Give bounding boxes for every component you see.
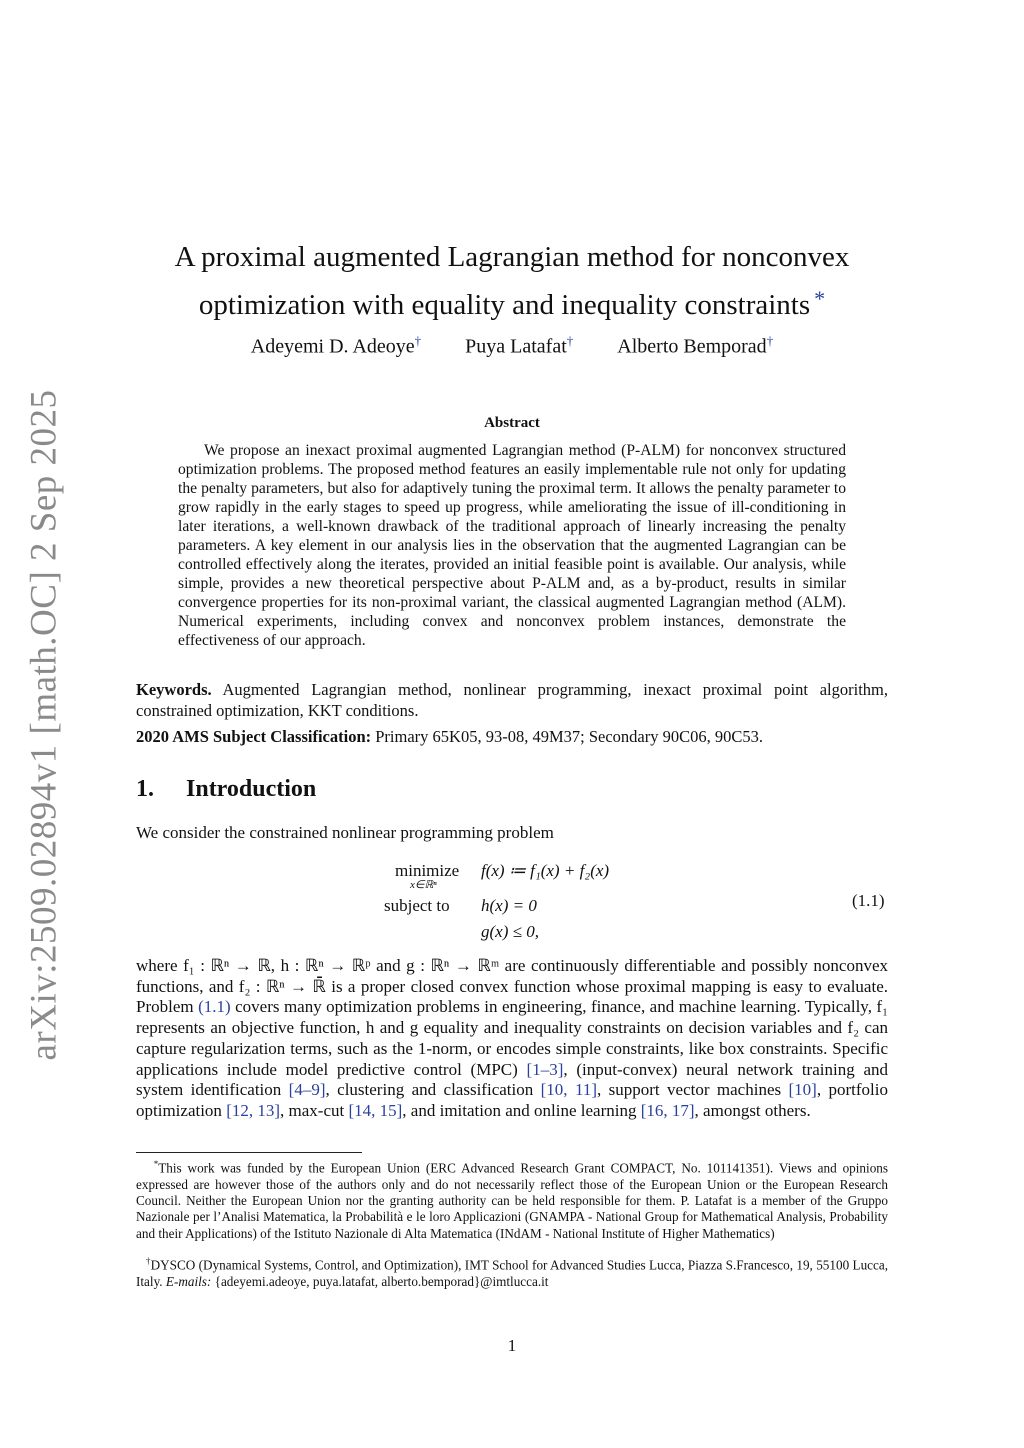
citation-link[interactable]: [10, 11] [540,1080,597,1100]
footnote-mark: * [153,1159,159,1169]
title-line-2: optimization with equality and inequality constraints [198,289,811,321]
footnote-affiliation: †DYSCO (Dynamical Systems, Control, and Optimization), IMT School for Advanced Studies Lucca, Piazza S.Francesco, 19, 55100 Lucca, Italy. E-mails: {adeyemi.adeoye, puya.latafat, alberto.bemporad}@imtlucca.it [136,1256,889,1289]
abstract-heading: Abstract [484,415,540,431]
equation-equality-constraint: h(x) = 0 [481,896,537,915]
section-heading [136,776,316,803]
keywords [136,679,888,721]
email-addresses: {adeyemi.adeoye, puya.latafat, alberto.bemporad}@imtlucca.it [211,1273,549,1289]
email-label: E-mails: [165,1273,212,1289]
author: Puya Latafat† [465,333,574,358]
author: Adeyemi D. Adeoye† [250,333,422,358]
ams-classification [136,727,888,747]
section-number: 1. [136,776,154,802]
keywords-text: Augmented Lagrangian method, nonlinear programming, inexact proximal point algorithm, constrained optimization, KKT conditions. [136,680,888,720]
ams-label: 2020 AMS Subject Classification: [136,727,372,746]
citation-link[interactable]: [1–3] [526,1059,564,1079]
arxiv-stamp: arXiv:2509.02894v1 [math.OC] 2 Sep 2025 [23,389,65,1061]
author-affiliation-mark[interactable]: † [414,333,422,348]
citation-link[interactable]: [4–9] [288,1080,326,1100]
author: Alberto Bemporad† [617,333,774,358]
footnote-mark: † [146,1256,151,1266]
ams-text: Primary 65K05, 93-08, 49M37; Secondary 90C06, 90C53. [375,727,763,746]
citation-link[interactable]: [16, 17] [640,1100,695,1120]
intro-sentence: We consider the constrained nonlinear programming problem [136,823,554,842]
citation-link[interactable]: [10] [788,1080,817,1100]
equation-inequality-constraint: g(x) ≤ 0, [481,922,539,941]
author-affiliation-mark[interactable]: † [566,333,574,348]
keywords-label: Keywords. [136,680,212,699]
author-list [0,333,1024,359]
citation-link[interactable]: [12, 13] [226,1100,281,1120]
abstract-text: We propose an inexact proximal augmented Lagrangian method (P-ALM) for nonconvex structured optimization problems. The proposed method features an easily implementable rule not only for updating the penalty parameters, but also for adaptively tuning the proximal term. It allows the penalty parameter to grow rapidly in the early stages to speed up progress, while ameliorating the issue of ill-conditioning in later iterations, a well-known drawback of the traditional approach of linearly increasing the penalty parameters. A key element in our analysis lies in the observation that the augmented Lagrangian can be controlled effectively along the iterates, provided an initial feasible point is available. Our analysis, while simple, provides a new theoretical perspective about P-ALM and, as a by-product, results in similar convergence properties for its non-proximal variant, the classical augmented Lagrangian method (ALM). Numerical experiments, including convex and nonconvex problem instances, demonstrate the effectiveness of our approach. [178,442,846,649]
equation-reference-link[interactable]: (1.1) [198,997,231,1017]
title-footnote-mark[interactable]: * [814,286,826,311]
equation-minimize-label: minimize [395,861,460,880]
footnote-funding: *This work was funded by the European Union (ERC Advanced Research Grant COMPACT, No. 101141351). Views and opinions expressed are however those of the authors only and do not necessarily reflect those of the European Union or the European Research Council. Neither the European Union nor the granting authority can be held responsible for them. P. Latafat is a member of the Gruppo Nazionale per l’Analisi Matematica, la Probabilità e le loro Applicazioni (GNAMPA - National Group for Mathematical Analysis, Probability and their Applications) of the Istituto Nazionale di Alta Matematica (INdAM - National Institute of Higher Mathematics) [136,1159,889,1241]
equation-objective: f(x) ≔ f₁(x) + f₂(x) [481,861,610,880]
author-affiliation-mark[interactable]: † [766,333,774,348]
title-line-1: A proximal augmented Lagrangian method for nonconvex [174,241,850,273]
page-number: 1 [507,1336,517,1355]
equation-subject-to-label: subject to [384,896,450,915]
paper-title [140,236,884,326]
equation-minimize-subscript: x∈ℝⁿ [410,879,437,891]
intro-paragraph: where f₁ : ℝⁿ → ℝ, h : ℝⁿ → ℝᵖ and g : ℝⁿ → ℝᵐ are continuously differentiable and possibly nonconvex functions, and f₂ : ℝⁿ → ℝ̄ is a proper closed convex function whose proximal mapping is easy to evaluate. Problem (1.1) covers many optimization problems in engineering, finance, and machine learning. Typically, f₁ represents an objective function, h and g equality and inequality constraints on decision variables and f₂ can capture regularization terms, such as the 1-norm, or encodes simple constraints, like box constraints. Specific applications include model predictive control (MPC) [1–3], (input-convex) neural network training and system identification [4–9], clustering and classification [10, 11], support vector machines [10], portfolio optimization [12, 13], max-cut [14, 15], and imitation and online learning [16, 17], amongst others. [136,956,889,1120]
footnote-divider [136,1152,362,1153]
section-title: Introduction [186,776,317,802]
equation-number: (1.1) [852,891,885,910]
citation-link[interactable]: [14, 15] [348,1100,403,1120]
